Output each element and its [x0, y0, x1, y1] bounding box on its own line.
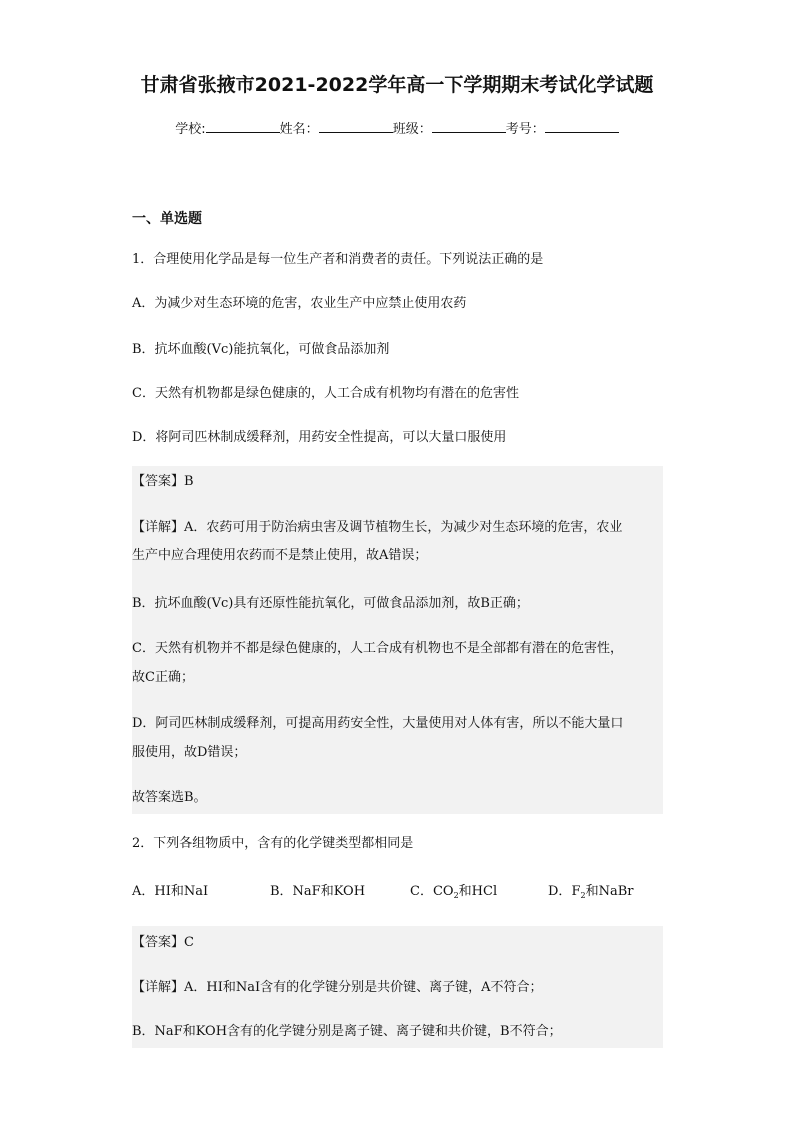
q2-option-d — [548, 882, 633, 906]
q1-option-c: C．天然有机物都是绿色健康的，人工合成有机物均有潜在的危害性 — [132, 386, 519, 401]
q2-option-d-prefix: D． — [548, 884, 572, 899]
q1-detail-d-line2: 服使用，故D错误； — [132, 745, 247, 760]
school-blank[interactable] — [206, 120, 280, 133]
q1-detail-b: B．抗坏血酸(Vc)具有还原性能抗氧化，可做食品添加剂，故B正确； — [132, 596, 529, 611]
q1-answer: 【答案】B — [132, 474, 194, 489]
q2-detail-b: B．NaF和KOH含有的化学键分别是离子键、离子键和共价键，B不符合； — [132, 1024, 562, 1039]
q2-option-d-rest: 和NaBr — [585, 884, 634, 899]
q2-option-c-formula: CO — [432, 884, 454, 899]
q2-option-b: B．NaF和KOH — [270, 884, 366, 899]
q1-detail-a-line1: 【详解】A．农药可用于防治病虫害及调节植物生长，为减少对生态环境的危害，农业 — [132, 520, 623, 535]
class-blank[interactable] — [432, 120, 506, 133]
class-label: 班级： — [392, 122, 432, 137]
q2-option-c — [410, 882, 497, 906]
page-title: 甘肃省张掖市2021-2022学年高一下学期期末考试化学试题 — [140, 74, 654, 96]
q1-detail-c-line1: C．天然有机物并不都是绿色健康的，人工合成有机物也不是全部都有潜在的危害性， — [132, 641, 623, 656]
q2-detail-a: 【详解】A．HI和NaI含有的化学键分别是共价键、离子键，A不符合； — [132, 980, 543, 995]
number-blank[interactable] — [545, 120, 619, 133]
q1-option-d: D．将阿司匹林制成缓释剂，用药安全性提高，可以大量口服使用 — [132, 430, 507, 445]
q1-conclusion: 故答案选B。 — [132, 790, 207, 805]
name-blank[interactable] — [319, 120, 393, 133]
q2-option-a: A．HI和NaI — [132, 884, 209, 899]
school-label: 学校: — [175, 122, 206, 137]
q1-detail-d-line1: D．阿司匹林制成缓释剂，可提高用药安全性，大量使用对人体有害，所以不能大量口 — [132, 716, 624, 731]
q1-option-a: A．为减少对生态环境的危害，农业生产中应禁止使用农药 — [132, 296, 467, 311]
q2-option-c-subscript: 2 — [453, 891, 459, 900]
q1-option-b: B．抗坏血酸(Vc)能抗氧化，可做食品添加剂 — [132, 342, 390, 357]
q2-answer: 【答案】C — [132, 935, 194, 950]
section-heading: 一、单选题 — [132, 211, 202, 227]
student-info-line — [0, 118, 794, 137]
q2-option-d-formula: F — [571, 884, 581, 899]
number-label: 考号： — [505, 122, 545, 137]
q2-option-d-subscript: 2 — [580, 891, 586, 900]
q1-detail-a-line2: 生产中应合理使用农药而不是禁止使用，故A错误； — [132, 548, 428, 563]
q1-detail-c-line2: 故C正确； — [132, 670, 194, 685]
q2-option-c-rest: 和HCl — [458, 884, 498, 899]
name-label: 姓名： — [279, 122, 319, 137]
q1-stem: 1．合理使用化学品是每一位生产者和消费者的责任。下列说法正确的是 — [132, 252, 544, 267]
q2-stem: 2．下列各组物质中，含有的化学键类型都相同是 — [132, 836, 414, 851]
q2-option-c-prefix: C． — [410, 884, 433, 899]
